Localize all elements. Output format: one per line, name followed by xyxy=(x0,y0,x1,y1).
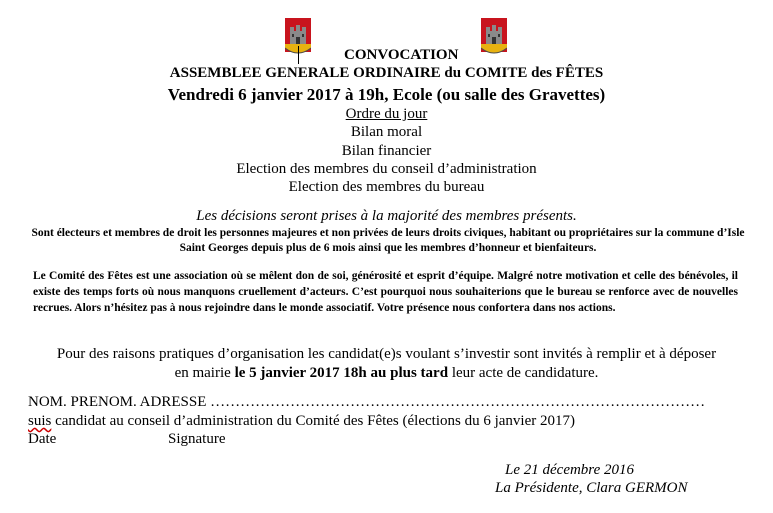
agenda-item: Election des membres du bureau xyxy=(288,179,485,195)
page-title: CONVOCATION xyxy=(344,47,459,63)
crest-right-icon xyxy=(481,18,507,58)
signer-name: La Présidente, Clara GERMON xyxy=(495,480,688,496)
deadline: le 5 janvier 2017 18h au plus tard xyxy=(234,365,449,381)
candidacy-line-1: Pour des raisons pratiques d’organisation les candidat(e)s voulant s’investir sont invités à remplir et à déposer xyxy=(56,346,717,362)
letter-date: Le 21 décembre 2016 xyxy=(505,462,634,478)
date-label: Date xyxy=(28,431,57,447)
assembly-subtitle: ASSEMBLEE GENERALE ORDINAIRE du COMITE des FÊTES xyxy=(169,65,604,81)
agenda-item: Bilan financier xyxy=(341,143,432,159)
candidate-statement: suis candidat au conseil d’administration du Comité des Fêtes (élections du 6 janvier 2017) xyxy=(28,413,575,429)
agenda-item: Election des membres du conseil d’administration xyxy=(236,161,537,177)
candidacy-line-2: en mairie le 5 janvier 2017 18h au plus tard leur acte de candidature. xyxy=(174,365,599,381)
name-address-field xyxy=(28,394,733,411)
decisions-note: Les décisions seront prises à la majorité des membres présents. xyxy=(196,208,577,224)
agenda-heading: Ordre du jour xyxy=(345,106,428,122)
electors-paragraph: Sont électeurs et membres de droit les personnes majeures et non privées de leurs droits civiques, habitant ou propriétaires sur la commune d’Isle Saint Georges depuis plus de 6 mois ainsi que les membres d’honneur et bienfaiteurs. xyxy=(31,227,745,254)
name-address-dots: ……………………………………………………………………………………… xyxy=(210,394,706,410)
signature-label: Signature xyxy=(168,431,226,447)
agenda-item: Bilan moral xyxy=(350,124,423,140)
name-address-label: NOM. PRENOM. ADRESSE xyxy=(28,394,211,410)
appeal-paragraph: Le Comité des Fêtes est une association où se mêlent don de soi, générosité et esprit d’équipe. Malgré notre motivation et celle des bénévoles, il existe des temps forts où nous manquons cruellement d’acteurs. C’est pourquoi nous souhaiterions que le bureau se renforce avec de nouvelles recrues. Alors n’hésitez pas à nous rejoindre dans le monde associatif. Votre présence nous confortera dans nos actions. xyxy=(33,270,738,314)
meeting-date-line: Vendredi 6 janvier 2017 à 19h, Ecole (ou salle des Gravettes) xyxy=(167,85,606,104)
cursor-mark xyxy=(298,46,299,64)
candidate-word: suis xyxy=(28,413,52,429)
